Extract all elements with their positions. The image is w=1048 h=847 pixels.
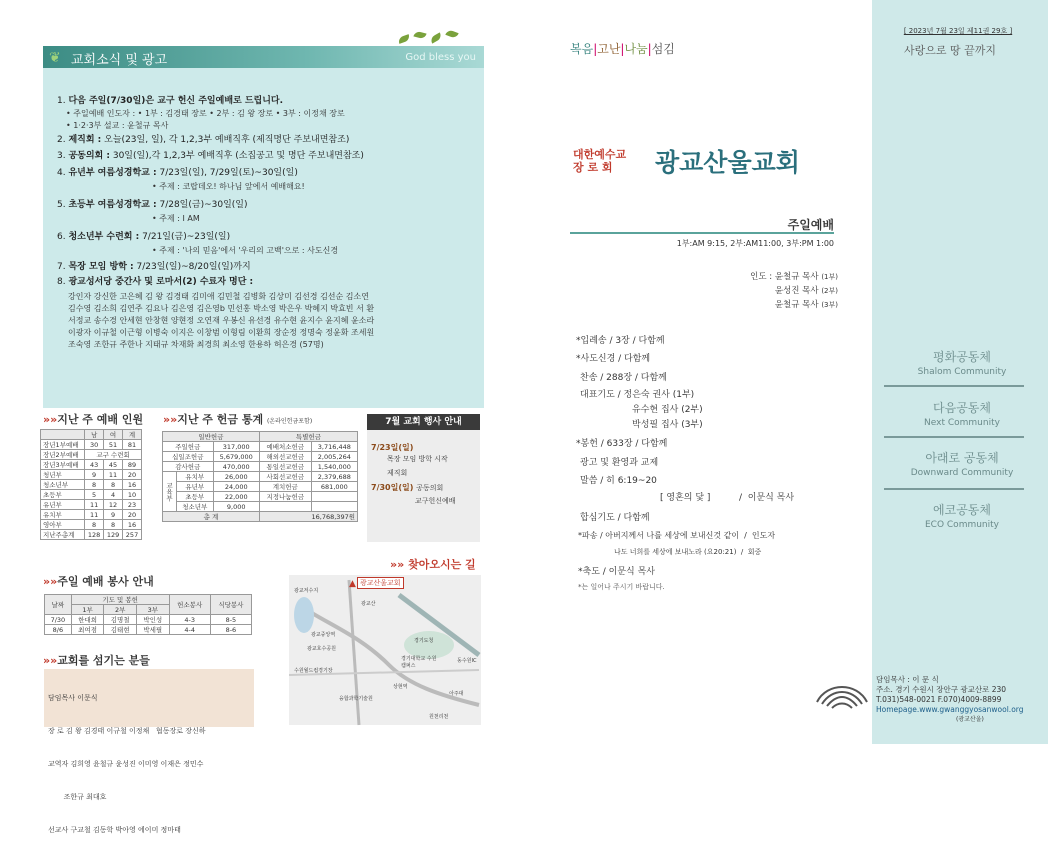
table-row: 청년부 9 11 20 (41, 470, 142, 480)
homepage-link[interactable]: Homepage.www.gwanggyosanwool.org (876, 705, 1024, 714)
order-note: *는 일어나 주시기 바랍니다. (578, 583, 665, 591)
table-row: 교육부 유치부 26,000 사회선교헌금 2,379,688 (163, 472, 358, 482)
table-row: 유년부 11 12 23 (41, 500, 142, 510)
order-item: 나도 너희를 세상에 보내노라 (요20:21) / 회중 (614, 548, 762, 556)
event-date: 7/30일(일) 공동의회 (371, 483, 444, 492)
map-label: 경기도청 (414, 638, 434, 644)
table-row: 지난주총계 128 129 257 (41, 530, 142, 540)
contact-info: 담임목사 : 이 문 식 주소. 경기 수원시 장안구 광교산로 230 T.031)548-0021 F.070)4009-8899 Homepage.www.gwanggyosanwool.org (광교산울) (876, 675, 1024, 723)
notice-item-8: 8. 광교성서당 중간사 및 로마서(2) 수료자 명단 : (57, 277, 254, 287)
map-label: 광교산 (361, 601, 376, 607)
map-label: 경기대학교 수원캠퍼스 (401, 656, 437, 669)
church-logo-icon (812, 672, 872, 712)
worship-times: 1부:AM 9:15, 2부:AM11:00, 3부:PM 1:00 (676, 239, 834, 248)
order-item: 말씀 / 히 6:19~20 (580, 476, 657, 486)
map-label: 광교저수지 (294, 588, 319, 594)
event-text: 목장 모임 방학 시작 (387, 455, 448, 463)
table-row: 감사헌금 470,000 통일선교헌금 1,540,000 (163, 462, 358, 472)
offering-title: »»지난 주 헌금 통계 (온라인헌금포함) (163, 413, 313, 426)
map-label: 광교호수공원 (307, 646, 336, 652)
table-row: 8/6 최여점 김태현 박세필 4-4 8-6 (45, 625, 252, 635)
table-row: 유년부 24,000 계치헌금 681,000 (163, 482, 358, 492)
leaf-decoration (396, 28, 466, 46)
volunteers-table: 날짜 기도 및 봉헌 헌소봉사 식당봉사 1부 2부 3부 7/30 한대희 김명철 박인성 4-3 8-5 8/6 최여점 김태현 박세필 4-4 8-6 (44, 594, 252, 635)
order-item: 대표기도 / 정은숙 권사 (1부) (580, 390, 695, 400)
table-row: 초등부 5 4 10 (41, 490, 142, 500)
worship-divider (570, 232, 834, 234)
divider (884, 385, 1024, 387)
notice-item-3: 3. 공동의회 : 30일(일),각 1,2,3부 예배직후 (소집공고 및 명단 주보내면참조) (57, 151, 364, 161)
table-row: 초등부 22,000 지정나눔헌금 (163, 492, 358, 502)
notice-item-5-sub: • 주제 : I AM (152, 214, 200, 223)
order-item: *축도 / 이문식 목사 (578, 567, 655, 577)
map-label: 원천리천 (429, 714, 449, 720)
community-downward: 아래로 공동체 Downward Community (910, 451, 1014, 478)
event-text: 제직회 (387, 469, 408, 477)
notice-title: 교회소식 및 광고 (71, 53, 168, 68)
graduate-list: 강인자 강신한 고은혜 김 왕 김경태 김미애 김민철 김병화 김상미 김선경 김선순 김소연 김수영 김소희 김연주 김요나 김은영 김은영b 민선홍 박소영 박은우 박혜지 박효빈 서 환 서정교 송수경 안세현 안창현 양현정 오연재 우봉신 유선경 유수현 윤지수 윤지혜 윤소라 이광자 이규철 이근형 이병숙 이지은 이창범 이형림 이환희 장순정 정명숙 정윤화 조세원 조숙영 조한규 주한나 지태규 차재화 최경희 최소영 한용하 허은경 (57명) (68, 292, 375, 349)
table-row: 주일헌금 317,000 예배처소헌금 3,716,448 (163, 442, 358, 452)
divider (884, 436, 1024, 438)
divider (884, 488, 1024, 490)
map-label: 광교중앙역 (311, 632, 336, 638)
table-row: 장년1부예배 30 51 81 (41, 440, 142, 450)
order-item: *사도신경 / 다함께 (576, 354, 651, 364)
sprout-icon: ❦ (49, 50, 61, 66)
table-row: 7/30 한대희 김명철 박인성 4-3 8-5 (45, 615, 252, 625)
notice-item-5: 5. 초등부 여름성경학교 : 7/28일(금)~30일(일) (57, 200, 248, 210)
table-row: 영아부 8 8 16 (41, 520, 142, 530)
notice-item-6: 6. 청소년부 수련회 : 7/21일(금)~23일(일) (57, 232, 231, 242)
community-next: 다음공동체 Next Community (924, 401, 1000, 428)
table-row: 십일조헌금 5,679,000 해외선교헌금 2,005,264 (163, 452, 358, 462)
map-label: 상현역 (393, 684, 408, 690)
notice-item-7: 7. 목장 모임 방학 : 7/23일(일)~8/20일(일)까지 (57, 262, 251, 272)
order-item: 유수현 집사 (2부) (632, 405, 703, 415)
map-label: 동수원IC (457, 658, 477, 664)
map-title: »» 찾아오시는 길 (390, 558, 476, 571)
issue-date: [ 2023년 7월 23일 제11권 29호 ] (903, 27, 1013, 35)
july-events-title: 7월 교회 행사 안내 (367, 414, 480, 430)
notice-english: God bless you (405, 52, 476, 63)
table-row: 총 계 16,768,397원 (163, 512, 358, 522)
order-item: *파송 / 아버지께서 나를 세상에 보내신것 같이 / 인도자 (578, 531, 776, 540)
order-item: *입례송 / 3장 / 다함께 (576, 336, 665, 346)
july-events-box (367, 430, 480, 542)
notice-item-1-sub1: • 주일예배 인도자 : • 1부 : 김경태 장로 • 2부 : 김 왕 장로 • 3부 : 이정채 장로 (66, 109, 345, 118)
map-label: 수원월드컵경기장 (294, 668, 333, 674)
attendance-table: 남 여 계 장년1부예배 30 51 81 장년2부예배 교구 수련회 장년3부예배 43 45 89 청년부 9 11 20 청소년부 8 8 16 초등부 5 4 10 유년부 11 12 23 유치부 11 9 20 영아부 8 8 16 지난주총계 128 129 257 (40, 429, 142, 540)
denomination: 대한예수교 장 로 회 (573, 148, 627, 174)
order-item: 박성필 집사 (3부) (632, 420, 703, 430)
slogan: 사랑으로 땅 끝까지 (903, 44, 996, 57)
servants-title: »»교회를 섬기는 분들 (43, 654, 150, 667)
servants-box: 담임목사 이문식 장 로 김 왕 김경태 이규철 이정채 협동장로 장신하 교역자 김희영 윤철규 윤성진 이미영 이재은 정민수 조한규 최대호 선교사 구교철 김동학 박아영 에이미 정마태 (44, 669, 254, 727)
table-row: 유치부 11 9 20 (41, 510, 142, 520)
order-item: 합심기도 / 다함께 (580, 513, 650, 523)
table-row: 청소년부 9,000 (163, 502, 358, 512)
notice-item-6-sub: • 주제 : '나의 믿음'에서 '우리의 고백'으로 : 사도신경 (152, 246, 339, 255)
order-item: 찬송 / 288장 / 다함께 (580, 373, 667, 383)
notice-item-4-sub: • 주제 : 코랍데오! 하나님 앞에서 예배해요! (152, 182, 305, 191)
table-row: 청소년부 8 8 16 (41, 480, 142, 490)
notice-banner (43, 46, 484, 70)
community-shalom: 평화공동체 Shalom Community (917, 350, 1007, 377)
notice-item-4: 4. 유년부 여름성경학교 : 7/23일(일), 7/29일(토)~30일(일) (57, 168, 298, 178)
notice-item-2: 2. 제직회 : 오늘(23일, 일), 각 1,2,3부 예배직후 (제직명단 주보내면참조) (57, 135, 350, 145)
attendance-title: »»지난 주 예배 인원 (43, 413, 144, 426)
motto: 복음|고난|나눔|섬김 (570, 42, 675, 56)
church-name: 광교산울교회 (655, 148, 800, 177)
map (289, 575, 481, 725)
order-item: 광고 및 환영과 교제 (580, 458, 659, 468)
worship-title: 주일예배 (787, 218, 834, 232)
table-row: 장년2부예배 교구 수련회 (41, 450, 142, 460)
notice-item-1: 1. 다음 주일(7/30일)은 교구 헌신 주일예배로 드립니다. (57, 96, 284, 106)
order-item: *봉헌 / 633장 / 다함께 (576, 439, 668, 449)
map-label: 융합과학기술원 (339, 696, 373, 702)
community-eco: 에코공동체 ECO Community (924, 503, 999, 530)
volunteers-title: »»주일 예배 봉사 안내 (43, 575, 154, 588)
worship-leaders: 인도 : 윤철규 목사 (1부) 윤성진 목사 (2부) 윤철규 목사 (3부) (750, 272, 838, 310)
event-text: 교구헌신예배 (415, 497, 456, 505)
table-row: 장년3부예배 43 45 89 (41, 460, 142, 470)
map-church-label: 광교산울교회 (357, 577, 404, 589)
notice-item-1-sub2: • 1·2·3부 설교 : 윤철규 목사 (66, 121, 169, 130)
map-label: 아주대 (449, 691, 464, 697)
church-pin-icon: ▲ (349, 579, 356, 589)
offering-table: 일반헌금 특별헌금 주일헌금 317,000 예배처소헌금 3,716,448 십일조헌금 5,679,000 해외선교헌금 2,005,264 감사헌금 470,000 통일선교헌금 1,540,000 교육부 유치부 26,000 사회선교헌금 2,379,688 유년부 24,000 계치헌금 681,000 초등부 22,000 지정나눔헌금 청소년부 9,000 총 계 16,768,397원 (162, 431, 358, 522)
event-date: 7/23일(일) (371, 443, 414, 452)
sermon-title: [ 영혼의 닻 ] / 이문식 목사 (660, 493, 795, 503)
